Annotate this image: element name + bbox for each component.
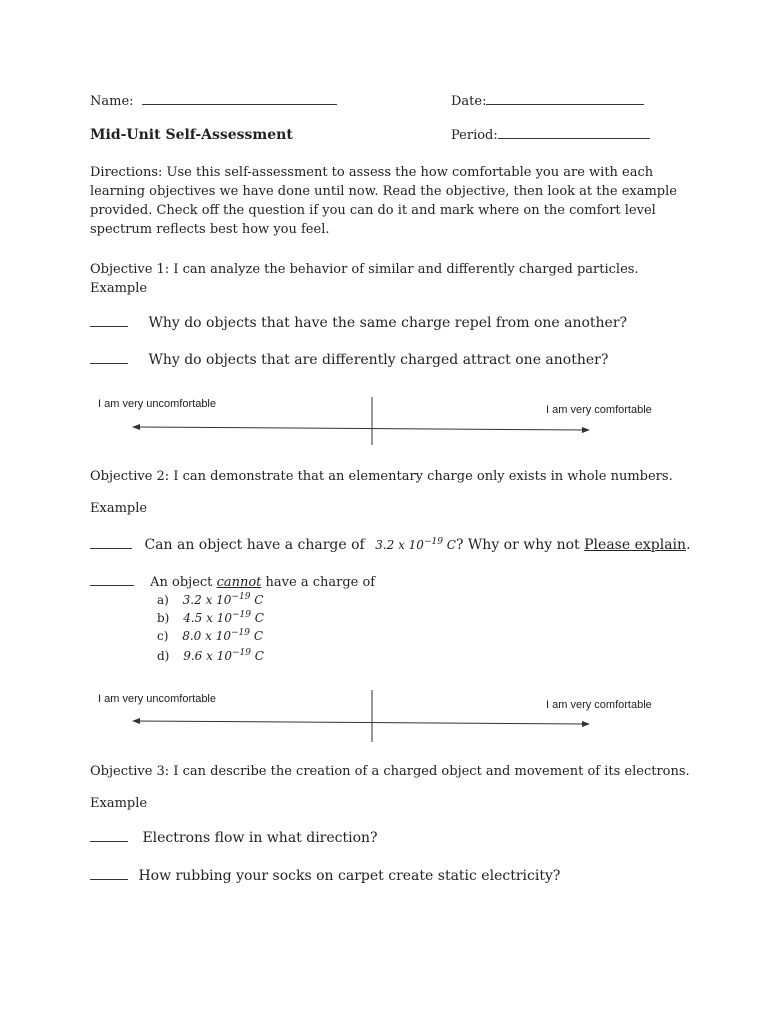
spectrum-arrow-line [90,395,680,455]
comfort-spectrum-2[interactable] [90,690,680,750]
spectrum-arrow-line [90,690,680,750]
option-d[interactable]: d) 9.6 x $10^{-19}$ C [157,648,264,663]
period-blank[interactable] [498,137,650,139]
checkbox-blank[interactable] [90,840,128,842]
question-text: How rubbing your socks on carpet create static electricity? [138,868,561,884]
checkbox-blank[interactable] [90,362,128,364]
objective-2-example-label: Example [90,501,148,516]
objective-1-question-2 [90,353,608,367]
objective-3-question-1 [90,831,378,845]
objective-1-question-1 [90,316,627,330]
objective-3-text: Objective 3: I can describe the creation of a charged object and movement of its electrons. [90,764,690,779]
objective-2-text: Objective 2: I can demonstrate that an elementary charge only exists in whole numbers. [90,469,673,484]
spectrum-right-label: I am very comfortable [546,699,652,711]
objective-2-question-1: Can an object have a charge of 3.2 x $10^{-19}$ C? Why or why not Please explain. [90,538,691,552]
spectrum-right-label: I am very comfortable [546,404,652,416]
question-text: Electrons flow in what direction? [142,830,378,846]
name-label: Name: [90,95,337,108]
objective-2-question-2: An object cannot have a charge of [90,576,375,589]
date-label: Date: [451,95,644,108]
objective-1-text: Objective 1: I can analyze the behavior of similar and differently charged particles. [90,262,639,277]
comfort-spectrum-1[interactable] [90,395,680,455]
option-a[interactable]: a) 3.2 x $10^{-19}$ C [157,592,264,607]
date-blank[interactable] [486,103,644,105]
checkbox-blank[interactable] [90,325,128,327]
question-text: Why do objects that have the same charge repel from one another? [148,315,628,331]
name-blank[interactable] [142,103,337,105]
checkbox-blank[interactable] [90,584,134,586]
period-label: Period: [451,129,650,142]
question-text: Why do objects that are differently charged attract one another? [148,352,609,368]
spectrum-left-label: I am very uncomfortable [98,398,216,410]
objective-3-example-label: Example [90,796,148,811]
directions-text: Directions: Use this self-assessment to assess the how comfortable you are with each learning objectives we have done until now. Read the objective, then look at the example provided. Check off the question if you can do it and mark where on the comfort level spectrum reflects best how you feel. [90,165,677,237]
please-explain-text: Please explain [584,537,687,553]
option-c[interactable]: c) 8.0 x $10^{-19}$ C [157,628,263,643]
checkbox-blank[interactable] [90,547,132,549]
objective-3-question-2 [90,869,560,883]
charge-value: 3.2 x $10^{-19}$ C [375,537,456,552]
spectrum-left-label: I am very uncomfortable [98,693,216,705]
objective-1-example-label: Example [90,281,148,296]
option-b[interactable]: b) 4.5 x $10^{-19}$ C [157,610,264,625]
page-title: Mid-Unit Self-Assessment [90,127,293,143]
checkbox-blank[interactable] [90,878,128,880]
